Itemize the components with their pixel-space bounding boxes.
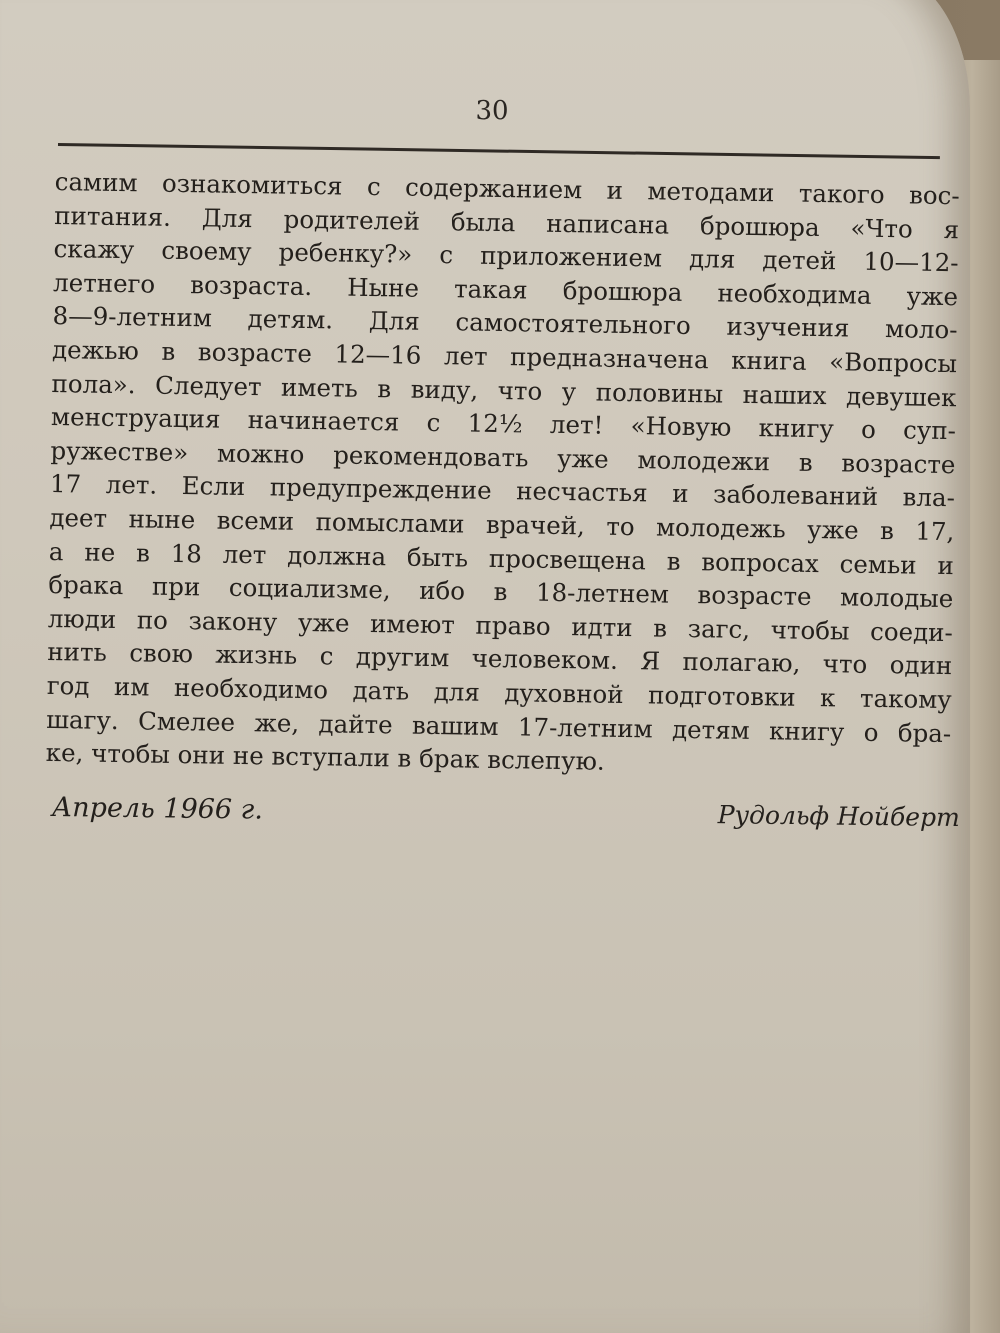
- text-line: деет ныне всеми помыслами врачей, то молодежь уже в 17,: [49, 502, 955, 547]
- author-signature: Рудольф Нойберт: [717, 800, 960, 833]
- body-text: [46, 165, 960, 784]
- text-line: год им необходимо дать для духовной подготовки к такому: [46, 670, 952, 715]
- text-line: а не в 18 лет должна быть просвещена в вопросах семьи и: [48, 536, 955, 580]
- text-line: ке, чтобы они не вступали в брак вслепую.: [45, 738, 605, 776]
- text-line: шагу. Смелее же, дайте вашим 17-летним детям книгу о бра-: [46, 704, 952, 748]
- text-line: ружестве» можно рекомендовать уже молодежи в возрасте: [50, 435, 956, 479]
- text-line: 17 лет. Если предупреждение несчастья и заболеваний вла-: [49, 469, 956, 513]
- text-line: пола». Следует иметь в виду, что у половины наших девушек: [51, 368, 957, 412]
- text-line: люди по закону уже имеют право идти в загс, чтобы соеди-: [47, 603, 953, 647]
- page-number: 30: [475, 96, 509, 126]
- text-line: брака при социализме, ибо в 18-летнем возрасте молодые: [48, 570, 954, 614]
- text-line: дежью в возрасте 12—16 лет предназначена книга «Вопросы: [51, 334, 958, 379]
- text-line: питания. Для родителей была написана брошюра «Что я: [53, 200, 960, 244]
- text-line: 8—9-летним детям. Для самостоятельного изучения моло-: [52, 301, 958, 345]
- date-line: Апрель 1966 г.: [51, 792, 264, 826]
- text-line: летнего возраста. Ныне такая брошюра необходима уже: [52, 267, 959, 311]
- text-line: скажу своему ребенку?» с приложением для детей 10—12-: [53, 234, 959, 278]
- text-line: самим ознакомиться с содержанием и методами такого вос-: [54, 166, 960, 211]
- text-line: менструация начинается с 12½ лет! «Новую книгу о суп-: [50, 402, 957, 446]
- text-line: нить свою жизнь с другим человеком. Я полагаю, что один: [47, 637, 953, 681]
